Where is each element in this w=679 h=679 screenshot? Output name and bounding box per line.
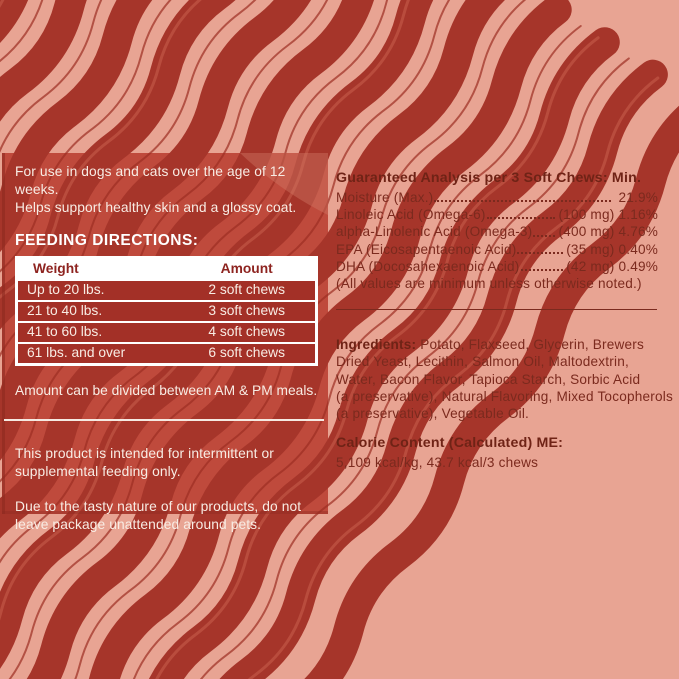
analysis-label: DHA (Docosahexaenoic Acid) <box>336 258 520 274</box>
ingredients-line-1 <box>336 336 679 353</box>
amount-column-header: Amount <box>220 261 273 276</box>
ingredients-line-4: (a preservative), Natural Flavoring, Mixed Tocopherols <box>336 388 673 404</box>
analysis-amount: (35 mg) <box>566 241 615 257</box>
analysis-amount: (100 mg) <box>558 207 615 223</box>
analysis-row <box>336 241 658 258</box>
analysis-minimum-note: (All values are minimum unless otherwise noted.) <box>336 276 642 292</box>
analysis-value: 0.40% <box>618 241 658 257</box>
caution-line-1: Due to the tasty nature of our products, do not <box>15 499 302 514</box>
guaranteed-analysis-heading: Guaranteed Analysis per 3 Soft Chews: Min. <box>336 170 642 186</box>
analysis-amount: (400 mg) <box>558 224 615 240</box>
analysis-label: Moisture (Max.) <box>336 190 434 205</box>
feeding-table-header <box>18 259 315 279</box>
feeding-directions-heading: FEEDING DIRECTIONS: <box>15 232 199 249</box>
table-row <box>18 302 315 321</box>
analysis-label: EPA (Eicosapentaenoic Acid) <box>336 241 517 257</box>
intro-line-1: For use in dogs and cats over the age of 12 weeks. <box>15 164 286 197</box>
calorie-content-heading: Calorie Content (Calculated) ME: <box>336 435 564 452</box>
amount-cell: 6 soft chews <box>208 345 286 360</box>
weight-column-header: Weight <box>33 261 79 276</box>
amount-cell: 2 soft chews <box>208 282 286 297</box>
amount-cell: 3 soft chews <box>208 303 286 318</box>
analysis-value: 21.9% <box>618 190 658 205</box>
intermittent-feeding-paragraph <box>15 445 318 480</box>
feeding-panel <box>2 153 328 532</box>
table-row <box>18 344 315 363</box>
weight-cell: 61 lbs. and over <box>27 345 126 360</box>
analysis-row <box>336 258 658 275</box>
ingredients-text: Potato, Flaxseed, Glycerin, Brewers <box>420 337 645 353</box>
dot-leader <box>487 217 556 219</box>
analysis-value: 4.76% <box>618 224 658 240</box>
analysis-value: 1.16% <box>618 207 658 223</box>
ingredients-paragraph <box>336 336 679 422</box>
intro-line-2: Helps support healthy skin and a glossy coat. <box>15 200 297 215</box>
analysis-row <box>336 206 658 223</box>
intro-paragraph <box>15 163 318 217</box>
analysis-value: 0.49% <box>618 258 658 274</box>
intermittent-line-1: This product is intended for intermittent or <box>15 446 274 461</box>
dot-leader <box>533 235 555 237</box>
guaranteed-analysis-list <box>336 189 658 292</box>
intermittent-line-2: supplemental feeding only. <box>15 463 181 479</box>
caution-paragraph <box>15 498 318 533</box>
weight-cell: 41 to 60 lbs. <box>27 324 103 339</box>
weight-cell: Up to 20 lbs. <box>27 282 105 297</box>
amount-cell: 4 soft chews <box>208 324 286 339</box>
caution-line-2: leave package unattended around pets. <box>15 516 262 532</box>
dot-leader <box>521 269 564 271</box>
analysis-row <box>336 223 658 240</box>
ingredients-line-2: Dried Yeast, Lecithin, Salmon Oil, Maltodextrin, <box>336 354 629 370</box>
dot-leader <box>517 252 563 254</box>
analysis-amount: (42 mg) <box>566 258 615 274</box>
ingredients-line-5: (a preservative), Vegetable Oil. <box>336 406 530 422</box>
divider <box>4 419 324 421</box>
ingredients-line-3: Water, Bacon Flavor, Tapioca Starch, Sorbic Acid <box>336 371 641 387</box>
dot-leader <box>434 200 611 202</box>
calorie-content-value: 5,109 kcal/kg, 43.7 kcal/3 chews <box>336 455 539 471</box>
feeding-table <box>15 256 318 366</box>
analysis-label: alpha-Linolenic Acid (Omega-3) <box>336 224 533 240</box>
analysis-panel <box>336 163 679 471</box>
am-pm-note: Amount can be divided between AM & PM meals. <box>15 383 318 398</box>
analysis-label: Linoleic Acid (Omega-6) <box>336 207 486 223</box>
ingredients-label: Ingredients: <box>336 337 417 353</box>
table-row <box>18 323 315 342</box>
table-row <box>18 281 315 300</box>
analysis-row <box>336 189 658 206</box>
feeding-panel-content <box>2 153 328 533</box>
weight-cell: 21 to 40 lbs. <box>27 303 103 318</box>
divider <box>336 309 657 310</box>
